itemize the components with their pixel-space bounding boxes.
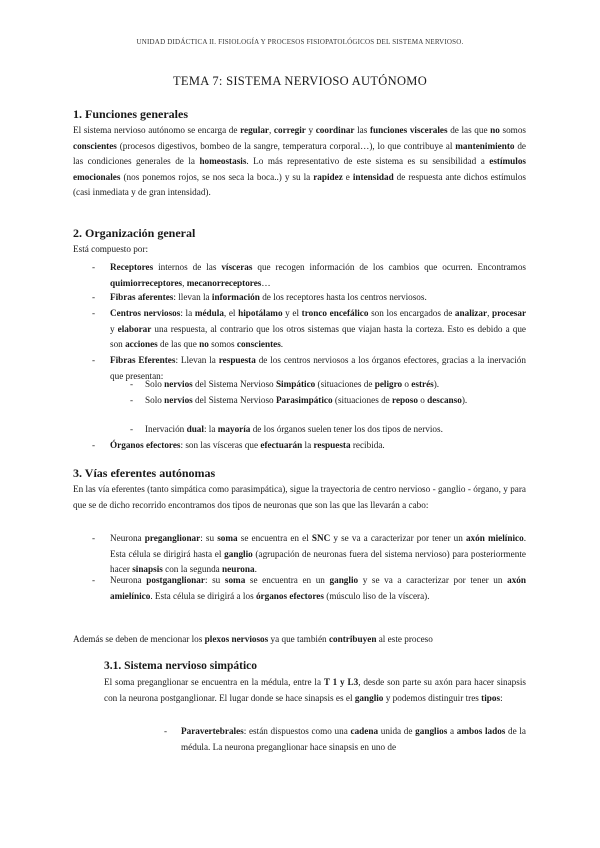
bullet-dash: - <box>92 575 96 585</box>
section-1-heading: 1. Funciones generales <box>73 107 188 121</box>
list-item-receptores: Receptores internos de las vísceras que recogen información de los cambios que ocurren. Encontramos quimiorreceptores, mecanorreceptores… <box>110 262 526 288</box>
sub-item-simpatico: Solo nervios del Sistema Nervioso Simpático (situaciones de peligro o estrés). <box>145 379 440 389</box>
sub-item-dual: Inervación dual: la mayoría de los órganos suelen tener los dos tipos de nervios. <box>145 424 443 434</box>
bullet-dash: - <box>92 533 96 543</box>
bullet-dash: - <box>92 262 96 272</box>
bullet-dash: - <box>164 726 168 736</box>
list-item-fibras-eferentes: Fibras Eferentes: Llevan la respuesta de los centros nerviosos a los órganos efectores, gracias a la inervación que presentan: <box>110 355 526 381</box>
list-item-paravertebrales: Paravertebrales: están dispuestos como una cadena unida de ganglios a ambos lados de la médula. La neurona preganglionar hace sinapsis en uno de <box>181 726 527 752</box>
section-3-intro: En las vía eferentes (tanto simpática como parasimpática), sigue la trayectoria de centro nervioso - ganglio - órgano, y para que se de dicho recorrido encontramos dos tipos de neuronas que son las que las llevarán a cabo: <box>73 484 526 510</box>
sub-item-parasimpatico: Solo nervios del Sistema Nervioso Parasimpático (situaciones de reposo o descanso). <box>145 395 468 405</box>
list-item-neurona-postganglionar: Neurona postganglionar: su soma se encuentra en un ganglio y se va a caracterizar por tener un axón amielínico. Esta célula se dirigirá a los órganos efectores (músculo liso de la víscera). <box>110 575 526 601</box>
section-3-heading: 3. Vías eferentes autónomas <box>73 466 216 480</box>
section-2-heading: 2. Organización general <box>73 226 196 240</box>
list-item-organos-efectores: Órganos efectores: son las vísceras que efectuarán la respuesta recibida. <box>110 440 385 450</box>
list-item-fibras-aferentes: Fibras aferentes: llevan la información de los receptores hasta los centros nerviosos. <box>110 292 427 302</box>
list-item-neurona-preganglionar: Neurona preganglionar: su soma se encuentra en el SNC y se va a caracterizar por tener un axón mielínico. Esta célula se dirigirá hasta el ganglio (agrupación de neuronas fuera del sistema nervioso) para posteriormente hacer sinapsis con la segunda neurona. <box>110 533 526 574</box>
sub-bullet-dash: - <box>130 379 134 389</box>
list-item-centros-nerviosos: Centros nerviosos: la médula, el hipotálamo y el tronco encefálico son los encargados de analizar, procesar y elaborar una respuesta, al contrario que los otros sistemas que viajan hasta la corteza. Esto es debido a que son acciones de las que no somos conscientes. <box>110 308 527 349</box>
section-3-note: Además se deben de mencionar los plexos nerviosos ya que también contribuyen al este proceso <box>73 634 433 644</box>
bullet-dash: - <box>92 440 96 450</box>
bullet-dash: - <box>92 292 96 302</box>
page-title: TEMA 7: SISTEMA NERVIOSO AUTÓNOMO <box>172 74 428 88</box>
bullet-dash: - <box>92 355 96 365</box>
sub-bullet-dash: - <box>130 424 134 434</box>
section-2-intro: Está compuesto por: <box>73 244 149 254</box>
section-3-1-heading: 3.1. Sistema nervioso simpático <box>104 660 258 672</box>
bullet-dash: - <box>92 308 96 318</box>
sub-bullet-dash: - <box>130 395 134 405</box>
section-3-1-paragraph: El soma preganglionar se encuentra en la médula, entre la T 1 y L3, desde son parte su axón para hacer sinapsis con la neurona postganglionar. El lugar donde se hace sinapsis es el ganglio y podemos distinguir tres tipos: <box>104 677 526 703</box>
page-header: UNIDAD DIDÁCTICA II. FISIOLOGÍA Y PROCESOS FISIOPATOLÓGICOS DEL SISTEMA NERVIOSO. <box>136 38 464 46</box>
section-1-paragraph: El sistema nervioso autónomo se encarga de regular, corregir y coordinar las funciones viscerales de las que no somos conscientes (procesos digestivos, bombeo de la sangre, temperatura corporal…), lo que contribuye al mantenimiento de las condiciones generales de la homeostasis. Lo más representativo de este sistema es su sensibilidad a estímulos emocionales (nos ponemos rojos, se nos seca la boca..) y su la rapidez e intensidad de respuesta ante dichos estímulos (casi inmediata y de gran intensidad). <box>73 125 527 197</box>
